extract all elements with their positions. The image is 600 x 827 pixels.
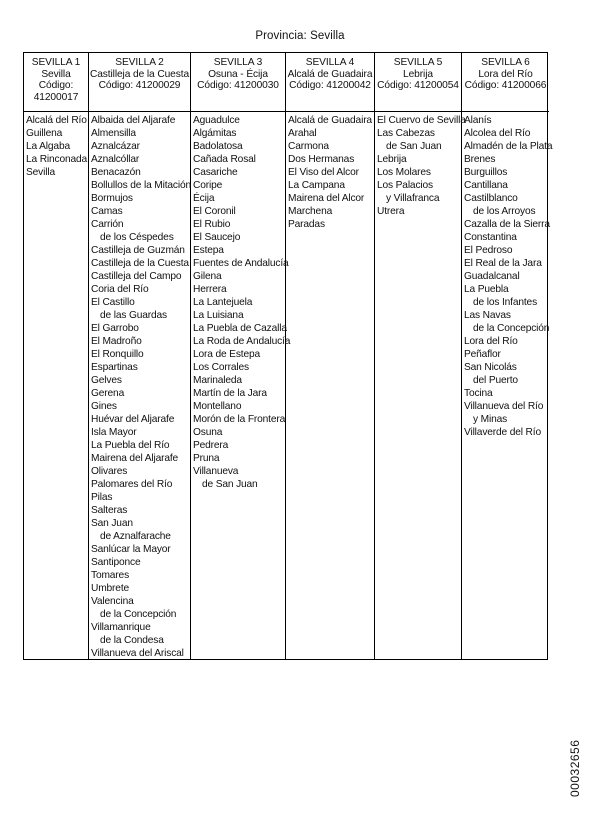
municipality-item: Morón de la Frontera (193, 414, 286, 425)
municipality-item: Cazalla de la Sierra (464, 219, 550, 230)
column-header (89, 53, 190, 112)
municipality-item: Coripe (193, 180, 223, 191)
header-line: Código: 41200054 (377, 80, 459, 91)
municipality-item: de las Guardas (100, 310, 167, 321)
municipality-item: Alcalá del Río (26, 115, 87, 126)
header-line: Sevilla (41, 68, 71, 80)
municipality-item: El Ronquillo (91, 349, 144, 360)
column-sevilla-6 (462, 53, 553, 659)
municipality-item: Las Cabezas (377, 128, 435, 139)
municipality-item: Almensilla (91, 128, 136, 139)
municipality-item: de la Concepción (473, 323, 550, 334)
municipality-item: Dos Hermanas (288, 154, 355, 165)
municipality-item: de Aznalfarache (100, 531, 171, 542)
municipality-item: Gines (91, 401, 117, 412)
header-line: Código: 41200029 (98, 80, 181, 91)
municipality-item: La Lantejuela (193, 297, 253, 308)
municipality-item: Espartinas (91, 362, 138, 373)
municipality-item: de los Infantes (473, 297, 538, 308)
municipality-item: Utrera (377, 206, 405, 217)
municipality-item: Carmona (288, 141, 329, 152)
municipality-item: La Puebla (464, 284, 509, 295)
header-line: Osuna - Écija (208, 68, 268, 80)
district-name: SEVILLA 3 (213, 57, 263, 68)
municipality-item: La Roda de Andalucía (193, 336, 291, 347)
municipality-item: Villamanrique (91, 622, 151, 633)
header-line: 41200017 (33, 91, 79, 103)
municipality-item: Tomares (91, 570, 130, 581)
municipality-item: El Saucejo (193, 232, 241, 243)
municipality-item: Mairena del Alcor (288, 193, 365, 204)
column-sevilla-5 (375, 53, 466, 659)
municipality-item: Gilena (193, 271, 222, 282)
page-title: Provincia: Sevilla (255, 30, 345, 42)
municipality-item: de la Condesa (100, 635, 164, 646)
municipality-item: Villanueva del Río (464, 401, 544, 412)
municipality-item: Albaida del Aljarafe (91, 115, 176, 126)
districts-table (23, 52, 553, 660)
municipality-item: El Castillo (91, 297, 135, 308)
header-line: Lora del Río (478, 68, 533, 80)
header-line: Castilleja de la Cuesta (89, 68, 190, 80)
municipality-item: Alcolea del Río (464, 128, 531, 139)
municipality-item: Las Navas (464, 310, 511, 321)
municipality-item: de San Juan (386, 141, 442, 152)
municipality-item: Olivares (91, 466, 128, 477)
municipality-item: Alanís (464, 115, 492, 126)
municipality-item: Arahal (288, 128, 317, 139)
municipality-item: Palomares del Río (91, 479, 173, 490)
municipality-item: San Nicolás (464, 362, 517, 373)
municipality-item: Villanueva del Ariscal (91, 648, 184, 659)
district-name: SEVILLA 1 (31, 57, 81, 68)
municipality-item: Lebrija (377, 154, 407, 165)
municipality-item: Carrión (91, 219, 124, 230)
municipality-item: Gelves (91, 375, 122, 386)
header-line: Código: 41200030 (197, 80, 279, 91)
district-name: SEVILLA 6 (481, 57, 530, 68)
municipality-item: Osuna (193, 427, 223, 438)
column-sevilla-2 (89, 53, 191, 659)
municipality-item: de la Concepción (100, 609, 177, 620)
municipality-item: Fuentes de Andalucía (193, 258, 289, 269)
municipality-item: El Cuervo de Sevilla (377, 115, 466, 126)
municipality-list (89, 112, 190, 660)
municipality-item: Brenes (464, 154, 496, 165)
municipality-item: Peñaflor (464, 349, 501, 360)
municipality-item: Marchena (288, 206, 333, 217)
municipality-item: Castilleja de la Cuesta (91, 258, 189, 269)
municipality-item: Sanlúcar la Mayor (91, 544, 171, 555)
municipality-item: Paradas (288, 219, 325, 230)
municipality-list (462, 112, 553, 439)
municipality-item: Umbrete (91, 583, 130, 594)
column-header (375, 53, 461, 112)
municipality-item: Pilas (91, 492, 113, 503)
municipality-item: San Juan (91, 518, 133, 529)
municipality-item: Isla Mayor (91, 427, 137, 438)
header-line: Código: (38, 80, 74, 91)
municipality-item: La Puebla de Cazalla (193, 323, 287, 334)
municipality-item: Algámitas (193, 128, 237, 139)
column-header (462, 53, 549, 112)
municipality-item: Bormujos (91, 193, 133, 204)
municipality-item: Estepa (193, 245, 224, 256)
header-line: Lebrija (403, 68, 433, 80)
municipality-item: Los Molares (377, 167, 431, 178)
municipality-item: Badolatosa (193, 141, 243, 152)
column-sevilla-4 (286, 53, 375, 659)
municipality-item: Cantillana (464, 180, 508, 191)
municipality-item: Almadén de la Plata (464, 141, 553, 152)
municipality-item: Salteras (91, 505, 128, 516)
municipality-item: Écija (193, 193, 215, 204)
municipality-item: La Campana (288, 180, 345, 191)
municipality-list (286, 112, 374, 231)
municipality-item: La Algaba (26, 141, 70, 152)
document-code: 00032656 (568, 739, 582, 797)
header-line: Código: 41200066 (464, 80, 547, 91)
municipality-list (191, 112, 291, 491)
municipality-item: Sevilla (26, 167, 55, 178)
municipality-item: Montellano (193, 401, 242, 412)
municipality-item: Castilleja de Guzmán (91, 245, 185, 256)
municipality-item: Guadalcanal (464, 271, 520, 282)
municipality-item: de los Arroyos (473, 206, 536, 217)
column-sevilla-1 (24, 53, 89, 659)
municipality-item: El Coronil (193, 206, 236, 217)
municipality-item: Aguadulce (193, 115, 240, 126)
municipality-item: Mairena del Aljarafe (91, 453, 179, 464)
municipality-item: y Villafranca (386, 193, 440, 204)
municipality-item: Los Palacios (377, 180, 433, 191)
municipality-item: Villaverde del Río (464, 427, 541, 438)
municipality-item: Alcalá de Guadaira (288, 115, 372, 126)
municipality-item: Cañada Rosal (193, 154, 256, 165)
municipality-item: Aznalcázar (91, 141, 140, 152)
municipality-item: El Rubio (193, 219, 231, 230)
municipality-item: Lora del Río (464, 336, 518, 347)
municipality-item: Huévar del Aljarafe (91, 414, 175, 425)
municipality-item: Burguillos (464, 167, 508, 178)
municipality-list (24, 112, 88, 179)
municipality-item: Aznalcóllar (91, 154, 140, 165)
municipality-item: Villanueva (193, 466, 239, 477)
municipality-item: de los Céspedes (100, 232, 174, 243)
municipality-item: Lora de Estepa (193, 349, 260, 360)
municipality-item: Herrera (193, 284, 227, 295)
municipality-item: El Garrobo (91, 323, 139, 334)
district-name: SEVILLA 4 (305, 57, 355, 68)
municipality-item: Santiponce (91, 557, 141, 568)
municipality-item: Coria del Río (91, 284, 149, 295)
municipality-item: La Rinconada (26, 154, 88, 165)
district-name: SEVILLA 2 (115, 57, 164, 68)
municipality-item: Martín de la Jara (193, 388, 267, 399)
municipality-item: La Puebla del Río (91, 440, 170, 451)
municipality-item: Valencina (91, 596, 134, 607)
municipality-item: Marinaleda (193, 375, 242, 386)
column-header (191, 53, 285, 112)
municipality-item: y Minas (473, 414, 508, 425)
municipality-item: Gerena (91, 388, 125, 399)
header-line: Alcalá de Guadaira (287, 68, 373, 80)
municipality-item: Pedrera (193, 440, 229, 451)
district-name: SEVILLA 5 (393, 57, 443, 68)
municipality-item: Benacazón (91, 167, 141, 178)
municipality-item: Casariche (193, 167, 238, 178)
municipality-item: de San Juan (202, 479, 258, 490)
municipality-item: Castilleja del Campo (91, 271, 182, 282)
municipality-item: Bollullos de la Mitación (91, 180, 192, 191)
municipality-list (375, 112, 466, 218)
municipality-item: del Puerto (473, 375, 518, 386)
municipality-item: El Real de la Jara (464, 258, 542, 269)
municipality-item: Pruna (193, 453, 220, 464)
municipality-item: El Pedroso (464, 245, 513, 256)
municipality-item: Los Corrales (193, 362, 249, 373)
municipality-item: Castilblanco (464, 193, 518, 204)
municipality-item: El Madroño (91, 336, 142, 347)
municipality-item: Camas (91, 206, 123, 217)
municipality-item: Tocina (464, 388, 493, 399)
municipality-item: El Viso del Alcor (288, 167, 359, 178)
column-sevilla-3 (191, 53, 291, 659)
municipality-item: La Luisiana (193, 310, 244, 321)
municipality-item: Guillena (26, 128, 63, 139)
column-header (24, 53, 88, 112)
column-header (286, 53, 374, 112)
municipality-item: Constantina (464, 232, 517, 243)
header-line: Código: 41200042 (289, 80, 371, 91)
